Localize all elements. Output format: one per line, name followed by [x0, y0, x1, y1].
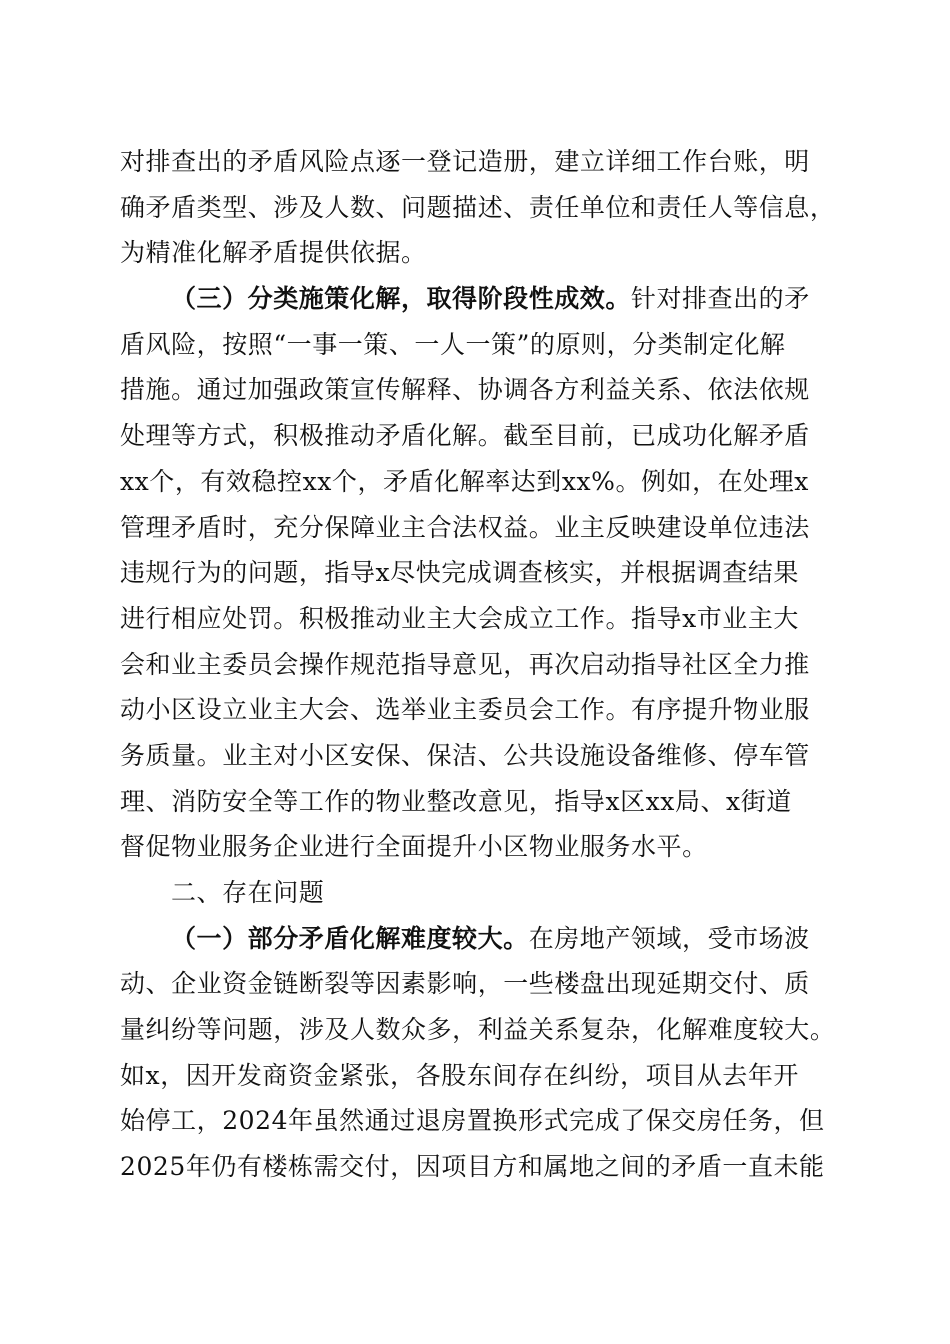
text-line: xx个，有效稳控xx个，矛盾化解率达到xx%。例如，在处理x	[120, 466, 809, 496]
text-line: 理、消防安全等工作的物业整改意见，指导x区xx局、x街道	[120, 786, 792, 816]
line-text: 风险，按照“一事一策、一人一策”的原则，分类制定化解	[145, 329, 786, 359]
line-prefix: 盾	[120, 329, 146, 359]
problem-1-heading: （一）部分矛盾化解难度较大。	[171, 923, 529, 953]
text-line: 动、企业资金链断裂等因素影响，一些楼盘出现延期交付、质	[120, 969, 810, 999]
text-line: 如x，因开发商资金紧张，各股东间存在纠纷，项目从去年开	[120, 1060, 799, 1090]
text-line	[120, 322, 830, 368]
text-line: 量纠纷等问题，涉及人数众多，利益关系复杂，化解难度较大。	[120, 1015, 836, 1045]
text-line: 确矛盾类型、涉及人数、问题描述、责任单位和责任人等信息，	[120, 192, 836, 222]
section-heading-problems: 二、存在问题	[171, 878, 325, 907]
section-3-first-line	[120, 276, 830, 322]
text-line: 会和业主委员会操作规范指导意见，再次启动指导社区全力推	[120, 649, 810, 679]
section-3-text: 针对排查出的矛	[630, 284, 810, 314]
text-line: 管理矛盾时，充分保障业主合法权益。业主反映建设单位违法	[120, 512, 810, 542]
problems-first-line	[120, 916, 830, 962]
text-line: 处理等方式，积极推动矛盾化解。截至目前，已成功化解矛盾	[120, 421, 810, 451]
text-line: 督促物业服务企业进行全面提升小区物业服务水平。	[120, 832, 708, 862]
text-line: 始停工，2024年虽然通过退房置换形式完成了保交房任务，但	[120, 1106, 825, 1136]
text-line: 动小区设立业主大会、选举业主委员会工作。有序提升物业服	[120, 695, 810, 725]
text-line: 进行相应处罚。积极推动业主大会成立工作。指导x市业主大	[120, 603, 799, 633]
text-line: 措施。通过加强政策宣传解释、协调各方利益关系、依法依规	[120, 375, 810, 405]
document-page	[120, 139, 836, 1190]
text-line: 对排查出的矛盾风险点逐一登记造册，建立详细工作台账，明	[120, 147, 810, 176]
problem-1-text: 在房地产领域，受市场波	[528, 923, 810, 953]
text-line: 2025年仍有楼栋需交付，因项目方和属地之间的矛盾一直未能	[120, 1152, 825, 1182]
section-3-heading: （三）分类施策化解，取得阶段性成效。	[171, 284, 631, 314]
text-line: 为精准化解矛盾提供依据。	[120, 238, 427, 268]
text-line: 务质量。业主对小区安保、保洁、公共设施设备维修、停车管	[120, 740, 810, 770]
text-line: 违规行为的问题，指导x尽快完成调查核实，并根据调查结果	[120, 558, 799, 588]
